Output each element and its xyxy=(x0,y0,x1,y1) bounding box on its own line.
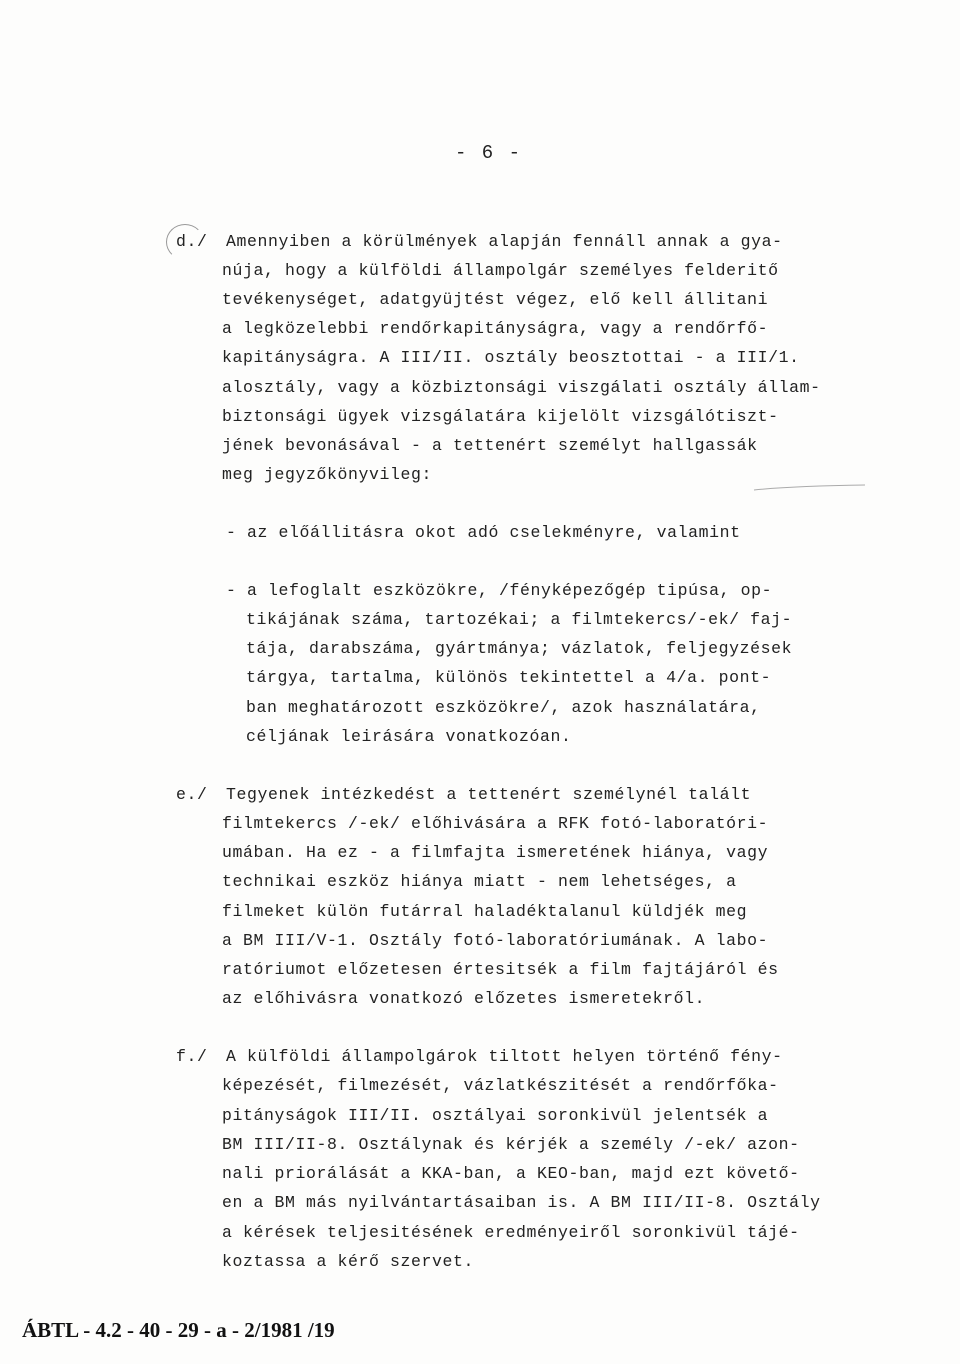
section-e-line: filmtekercs /-ek/ előhivására a RFK fotó-laboratóri- xyxy=(222,814,769,833)
section-d-line: Amennyiben a körülmények alapján fennáll annak a gya- xyxy=(226,232,783,251)
section-d-line: tevékenységet, adatgyüjtést végez, elő kell állitani xyxy=(222,290,769,309)
section-d-line: jének bevonásával - a tettenért személyt hallgassák xyxy=(222,436,758,455)
section-f-line: BM III/II-8. Osztálynak és kérjék a személy /-ek/ azon- xyxy=(222,1135,800,1154)
pencil-stroke xyxy=(752,484,867,492)
section-d-line: núja, hogy a külföldi állampolgár személyes felderitő xyxy=(222,261,779,280)
section-marker-e: e./ xyxy=(176,785,208,804)
bullet-item-continuation: céljának leirására vonatkozóan. xyxy=(246,727,572,746)
section-d-line: alosztály, vagy a közbiztonsági viszgálati osztály állam- xyxy=(222,378,821,397)
bullet-item-continuation: tikájának száma, tartozékai; a filmtekercs/-ek/ faj- xyxy=(246,610,793,629)
section-marker-d: d./ xyxy=(176,232,208,251)
page-number: - 6 - xyxy=(455,142,523,164)
section-e-line: umában. Ha ez - a filmfajta ismeretének hiánya, vagy xyxy=(222,843,769,862)
section-e-line: filmeket külön futárral haladéktalanul küldjék meg xyxy=(222,902,748,921)
bullet-item: - az előállitásra okot adó cselekményre, valamint xyxy=(226,523,741,542)
section-e-line: Tegyenek intézkedést a tettenért személynél talált xyxy=(226,785,752,804)
section-f-line: en a BM más nyilvántartásaiban is. A BM III/II-8. Osztály xyxy=(222,1193,821,1212)
section-marker-f: f./ xyxy=(176,1047,208,1066)
section-f-line: A külföldi állampolgárok tiltott helyen történő fény- xyxy=(226,1047,783,1066)
bullet-item-continuation: ban meghatározott eszközökre/, azok használatára, xyxy=(246,698,761,717)
section-e-line: a BM III/V-1. Osztály fotó-laboratóriumának. A labo- xyxy=(222,931,769,950)
bullet-item: - a lefoglalt eszközökre, /fényképezőgép tipúsa, op- xyxy=(226,581,773,600)
section-e-line: technikai eszköz hiánya miatt - nem lehetséges, a xyxy=(222,872,737,891)
section-f-line: koztassa a kérő szervet. xyxy=(222,1252,475,1271)
section-d-line: biztonsági ügyek vizsgálatára kijelölt vizsgálótiszt- xyxy=(222,407,779,426)
section-f-line: nali priorálását a KKA-ban, a KEO-ban, majd ezt követő- xyxy=(222,1164,800,1183)
bullet-item-continuation: tárgya, tartalma, különös tekintettel a 4/a. pont- xyxy=(246,668,772,687)
bullet-item-continuation: tája, darabszáma, gyártmánya; vázlatok, feljegyzések xyxy=(246,639,793,658)
section-e-line: az előhivásra vonatkozó előzetes ismeretekről. xyxy=(222,989,706,1008)
section-d-line: a legközelebbi rendőrkapitányságra, vagy a rendőrfő- xyxy=(222,319,769,338)
section-f-line: pitányságok III/II. osztályai soronkivül jelentsék a xyxy=(222,1106,769,1125)
section-d-line: kapitányságra. A III/II. osztály beosztottai - a III/1. xyxy=(222,348,800,367)
section-f-line: képezését, filmezését, vázlatkészitését a rendőrfőka- xyxy=(222,1076,779,1095)
section-f-line: a kérések teljesitésének eredményeiről soronkivül tájé- xyxy=(222,1223,800,1242)
archive-reference: ÁBTL - 4.2 - 40 - 29 - a - 2/1981 /19 xyxy=(22,1318,335,1342)
section-d-line: meg jegyzőkönyvileg: xyxy=(222,465,433,484)
section-e-line: ratóriumot előzetesen értesitsék a film fajtájáról és xyxy=(222,960,779,979)
